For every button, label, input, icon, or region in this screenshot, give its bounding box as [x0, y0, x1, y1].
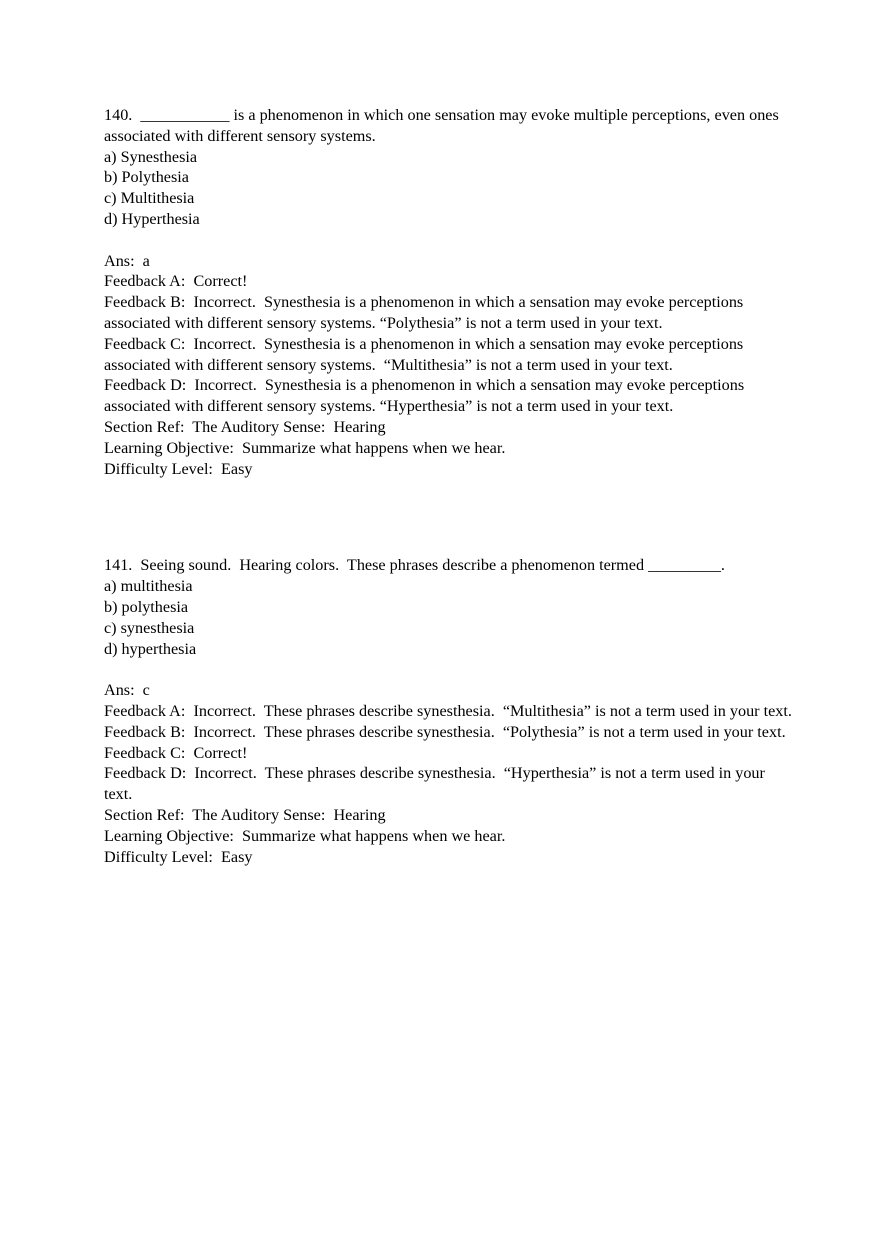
option-a: a) multithesia — [104, 577, 193, 596]
option-c: c) Multithesia — [104, 189, 195, 208]
section-ref: Section Ref: The Auditory Sense: Hearing — [104, 417, 386, 436]
feedback-c: Feedback C: Incorrect. Synesthesia is a phenomenon in which a sensation may evoke perceptions associated with different sensory systems. “Multithesia” is not a term used in your text. — [104, 334, 748, 374]
difficulty-level: Difficulty Level: Easy — [104, 459, 253, 478]
feedback-c: Feedback C: Correct! — [104, 743, 248, 762]
feedback-b: Feedback B: Incorrect. Synesthesia is a phenomenon in which a sensation may evoke perceptions associated with different sensory systems. “Polythesia” is not a term used in your text. — [104, 293, 748, 332]
question-separator — [104, 479, 794, 555]
question-140 — [104, 105, 794, 479]
option-b: b) polythesia — [104, 597, 189, 616]
feedback-d: Feedback D: Incorrect. Synesthesia is a phenomenon in which a sensation may evoke perceptions associated with different sensory systems. “Hyperthesia” is not a term used in your text. — [104, 376, 749, 416]
option-d: d) Hyperthesia — [104, 209, 200, 228]
option-c: c) synesthesia — [104, 618, 195, 637]
blank-line — [104, 230, 794, 251]
answer-key: Ans: a — [104, 251, 150, 270]
option-d: d) hyperthesia — [104, 639, 197, 658]
document-page — [104, 105, 794, 867]
feedback-b: Feedback B: Incorrect. These phrases describe synesthesia. “Polythesia” is not a term used in your text. — [104, 722, 786, 741]
question-141 — [104, 555, 794, 867]
section-ref: Section Ref: The Auditory Sense: Hearing — [104, 805, 386, 824]
feedback-d: Feedback D: Incorrect. These phrases describe synesthesia. “Hyperthesia” is not a term used in your text. — [104, 764, 769, 804]
option-a: a) Synesthesia — [104, 147, 198, 166]
answer-key: Ans: c — [104, 681, 150, 700]
question-stem: 141. Seeing sound. Hearing colors. These phrases describe a phenomenon termed _________. — [104, 556, 725, 575]
learning-objective: Learning Objective: Summarize what happens when we hear. — [104, 826, 506, 845]
option-b: b) Polythesia — [104, 168, 189, 187]
blank-line — [104, 659, 794, 680]
learning-objective: Learning Objective: Summarize what happens when we hear. — [104, 438, 506, 457]
feedback-a: Feedback A: Correct! — [104, 272, 248, 291]
question-stem: 140. ___________ is a phenomenon in which one sensation may evoke multiple perceptions, even ones associated with different sensory systems. — [104, 106, 783, 145]
difficulty-level: Difficulty Level: Easy — [104, 847, 253, 866]
feedback-a: Feedback A: Incorrect. These phrases describe synesthesia. “Multithesia” is not a term used in your text. — [104, 701, 792, 720]
